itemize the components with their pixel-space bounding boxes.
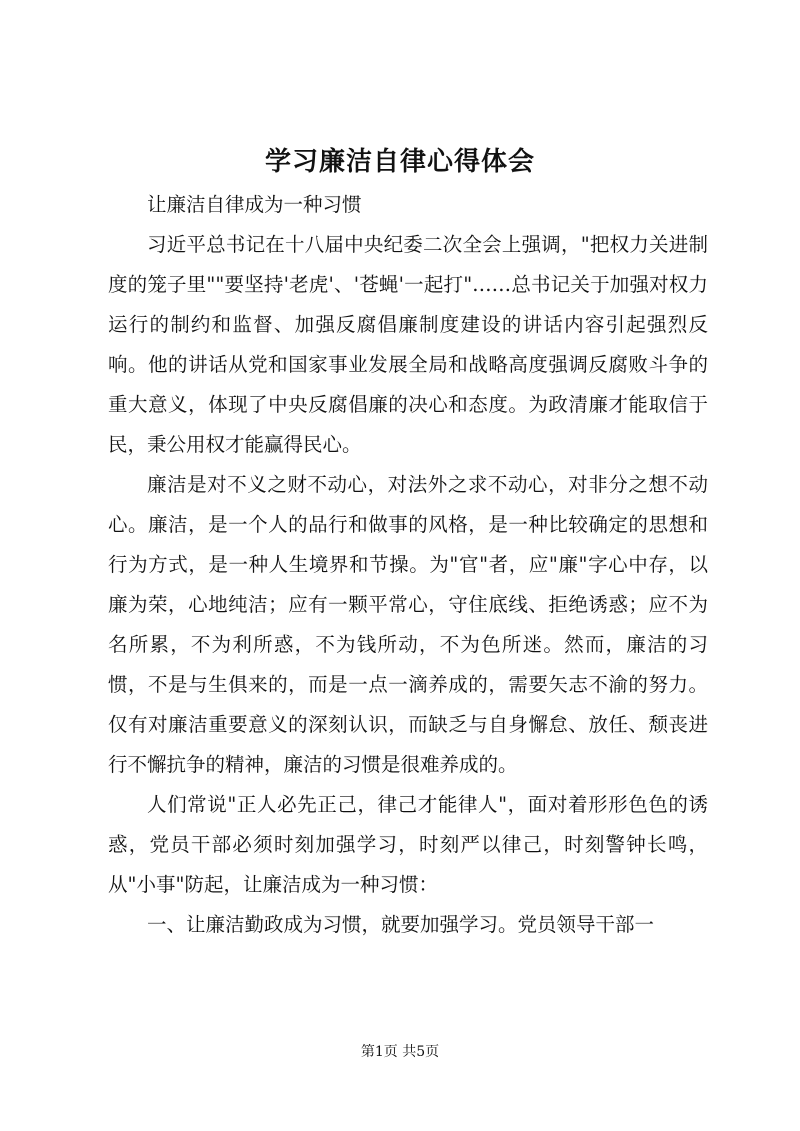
body-paragraph: 习近平总书记在十八届中央纪委二次全会上强调，"把权力关进制度的笼子里""要坚持'老虎'、'苍蝇'一起打"……总书记关于加强对权力运行的制约和监督、加强反腐倡廉制度建设的讲话内容引起强烈反响。他的讲话从党和国家事业发展全局和战略高度强调反腐败斗争的重大意义，体现了中央反腐倡廉的决心和态度。为政清廉才能取信于民，秉公用权才能赢得民心。 xyxy=(108,233,708,456)
body-paragraph: 一、让廉洁勤政成为习惯，就要加强学习。党员领导干部一 xyxy=(147,913,655,936)
document-body xyxy=(108,185,708,945)
body-paragraph: 人们常说"正人必先正己，律己才能律人"，面对着形形色色的诱惑，党员干部必须时刻加强学习，时刻严以律己，时刻警钟长鸣，从"小事"防起，让廉洁成为一种习惯： xyxy=(108,793,708,896)
page-number-footer: 第1页 共5页 xyxy=(360,1044,440,1060)
body-paragraph: 廉洁是对不义之财不动心，对法外之求不动心，对非分之想不动心。廉洁，是一个人的品行和做事的风格，是一种比较确定的思想和行为方式，是一种人生境界和节操。为"官"者，应"廉"字心中存，以廉为荣，心地纯洁；应有一颗平常心，守住底线、拒绝诱惑；应不为名所累，不为利所惑，不为钱所动，不为色所迷。然而，廉洁的习惯，不是与生俱来的，而是一点一滴养成的，需要矢志不渝的努力。仅有对廉洁重要意义的深刻认识，而缺乏与自身懈怠、放任、颓丧进行不懈抗争的精神，廉洁的习惯是很难养成的。 xyxy=(108,473,708,776)
subtitle-paragraph: 让廉洁自律成为一种习惯 xyxy=(147,193,362,216)
document-title: 学习廉洁自律心得体会 xyxy=(264,147,535,177)
